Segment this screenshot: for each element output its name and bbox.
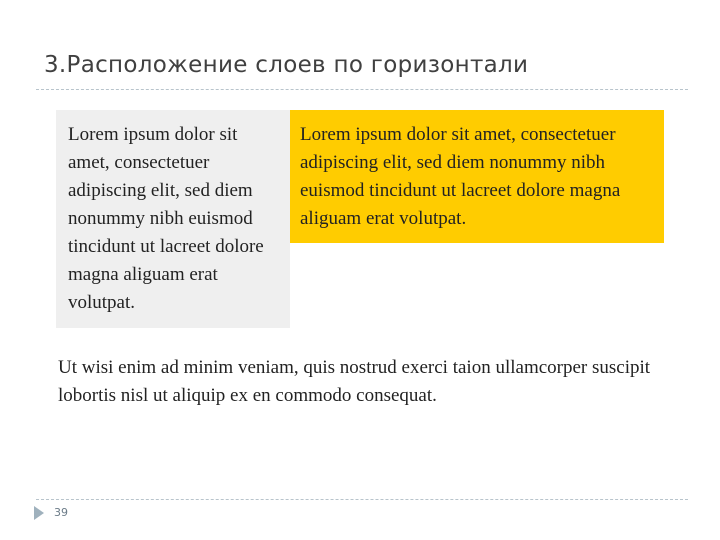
- footer-divider: [36, 499, 688, 500]
- left-box-text: Lorem ipsum dolor sit amet, consectetuer adipiscing elit, sed diem nonummy nibh euismod tincidunt ut lacreet dolore magna aliguam erat volutpat.: [68, 124, 264, 313]
- page-number: 39: [54, 506, 68, 519]
- cleared-paragraph: [58, 354, 658, 410]
- triangle-right-icon: [34, 506, 44, 520]
- title-divider: [36, 89, 688, 90]
- left-float-box: [56, 110, 290, 328]
- right-box-text: Lorem ipsum dolor sit amet, consectetuer adipiscing elit, sed diem nonummy nibh euismod tincidunt ut lacreet dolore magna aliguam erat volutpat.: [300, 124, 621, 229]
- cleared-paragraph-text: Ut wisi enim ad minim veniam, quis nostrud exerci taion ullamcorper suscipit lobortis nisl ut aliquip ex en commodo consequat.: [58, 357, 651, 406]
- right-float-box: [290, 110, 664, 243]
- slide-title: 3.Расположение слоев по горизонтали: [44, 52, 529, 78]
